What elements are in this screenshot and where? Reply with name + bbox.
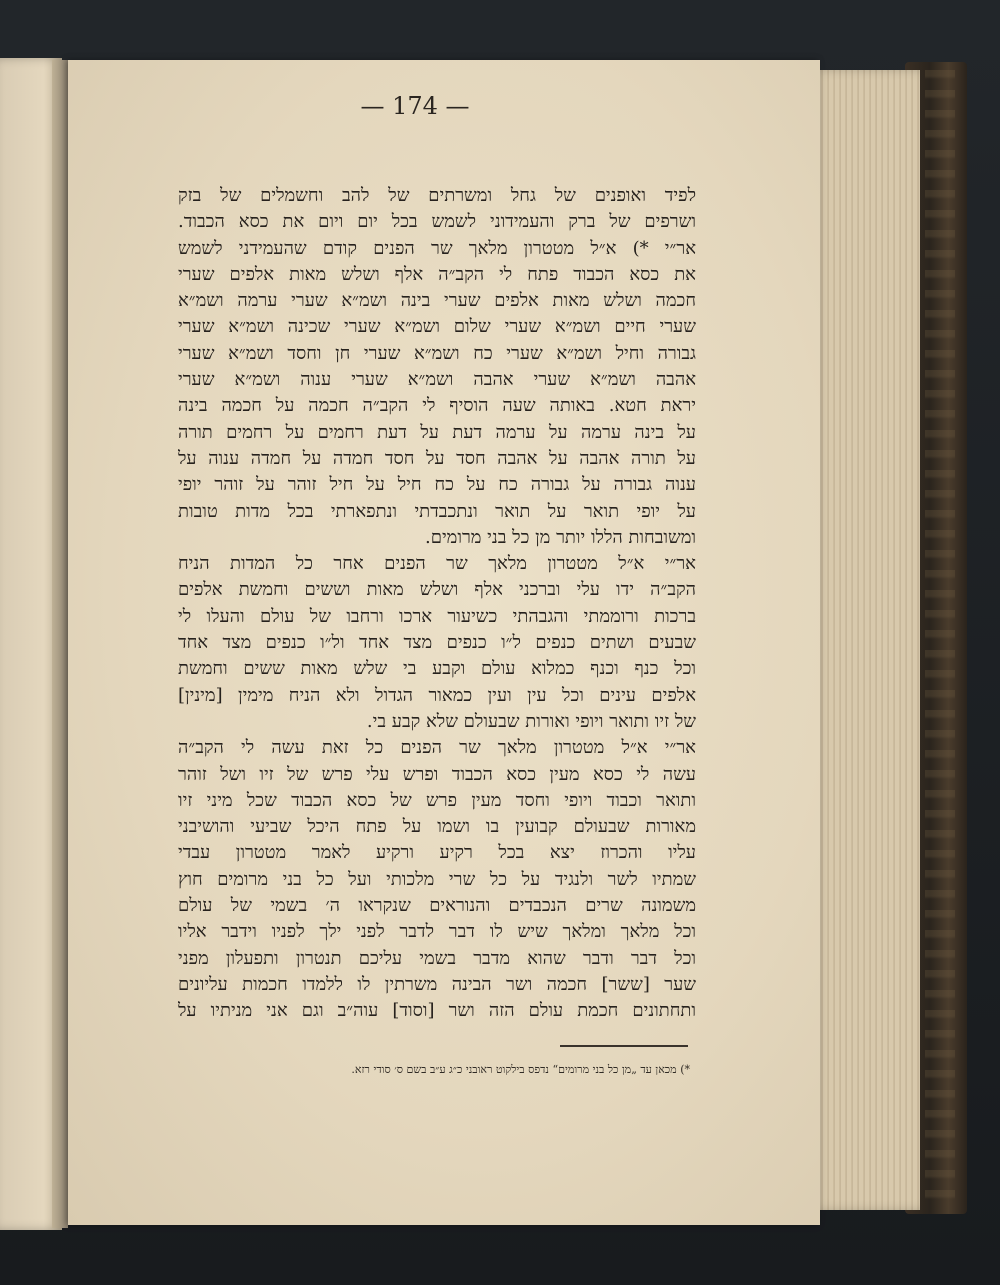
page-block-edge	[812, 70, 920, 1210]
text-line: שבעים ושתים כנפים ל״ו כנפים מצד אחד ול״ו כנפים מצד אחד	[178, 632, 696, 654]
text-line: וכל דבר ודבר שהוא מדבר בשמי עליכם תנטרון ותפעלון מפני	[178, 947, 696, 969]
book-gutter	[52, 60, 68, 1228]
text-line: ושרפים של ברק והעמידוני לשמש בכל יום ויום את כסא הכבוד.	[178, 211, 696, 233]
text-line: הקב״ה ידו עלי וברכני אלף ושלש מאות וששים וחמשת אלפים	[178, 579, 696, 601]
text-line: וכל כנף וכנף כמלוא עולם וקבע בי שלש מאות ששים וחמשת	[178, 658, 696, 680]
text-line: מאורות שבעולם קבועין בו ושמו על פתח היכל שביעי והושיבני	[178, 816, 696, 838]
text-line: ענוה גבורה על גבורה כח על כח חיל על חיל זוהר על זוהר יופי	[178, 474, 696, 496]
text-line: אלפים עינים וכל עין ועין כמאור הגדול ולא הניח מימין [מינין]	[178, 684, 696, 706]
text-line: אהבה ושמ״א שערי אהבה ושמ״א שערי ענוה ושמ״א שערי	[178, 369, 696, 391]
text-line: ומשובחות הללו יותר מן כל בני מרומים.	[425, 526, 696, 548]
text-line: אר״י א״ל מטטרון מלאך שר הפנים אחר כל המדות הניח	[178, 553, 696, 575]
text-line: על יופי תואר על תואר ונתכבדתי ונתפארתי בכל מדות טובות	[178, 500, 696, 522]
text-line: שמתיו לשר ולנגיד על כל שרי מלכותי ועל כל בני מרומים חוץ	[178, 868, 696, 890]
text-line: שערי חיים ושמ״א שערי שלום ושמ״א שערי שכינה ושמ״א שערי	[178, 316, 696, 338]
page-number: — 174 —	[360, 92, 470, 120]
text-line: אר״י *) א״ל מטטרון מלאך שר הפנים קודם שהעמידני לשמש	[178, 237, 696, 259]
text-line: לפיד ואופנים של גחל ומשרתים של להב וחשמלים של בזק	[178, 185, 696, 206]
text-line: וכל מלאך ומלאך שיש לו דבר לדבר לפני ילך לפניו וידבר אליו	[178, 921, 696, 943]
text-line: משמונה שרים הנכבדים והנוראים שנקראו ה׳ בשמי של עולם	[178, 895, 696, 917]
text-line: עשה לי כסא מעין כסא הכבוד ופרש עלי פרש של זיו ושל זוהר	[178, 763, 696, 785]
text-line: על בינה ערמה על ערמה דעת על דעת רחמים על רחמים תורה	[178, 421, 696, 443]
text-line: של זיו ותואר ויופי ואורות שבעולם שלא קבע בי.	[366, 710, 696, 732]
text-line: שער [ששר] חכמה ושר הבינה משרתין לו ללמדו חכמות עליונים	[178, 973, 696, 995]
footnote-divider	[560, 1045, 688, 1047]
text-line: ותחתונים חכמת עולם הזה ושר [וסוד] עוה״ב וגם אני מניתיו על	[178, 1000, 696, 1022]
text-line: גבורה וחיל ושמ״א שערי כח ושמ״א שערי חן וחסד ושמ״א שערי	[178, 342, 696, 364]
footnote: *) מכאן עד „מן כל בני מרומים“ נדפס בילקוט ראובני כ״ג ע״ב בשם ס׳ סודי רזא.	[351, 1063, 690, 1076]
text-line: עליו והכרוז יצא בכל רקיע ורקיע לאמר מטטרון עבדי	[178, 842, 696, 864]
text-line: יראת חטא. באותה שעה הוסיף לי הקב״ה חכמה על חכמה בינה	[178, 395, 696, 417]
worn-cover-edge	[925, 70, 955, 1210]
text-line: ברכות ורוממתי והגבהתי כשיעור ארכו ורחבו של עולם והעלו לי	[178, 605, 696, 627]
text-line: ותואר וכבוד ויופי וחסד מעין פרש של כסא הכבוד שכל מיני זיו	[178, 789, 696, 811]
text-line: את כסא הכבוד פתח לי הקב״ה אלף ושלש מאות אלפים שערי	[178, 263, 696, 285]
text-line: אר״י א״ל מטטרון מלאך שר הפנים כל זאת עשה לי הקב״ה	[178, 737, 696, 759]
text-line: על תורה אהבה על אהבה חסד על חסד חמדה על חמדה ענוה על	[178, 447, 696, 469]
text-line: חכמה ושלש מאות אלפים שערי בינה ושמ״א שערי ערמה ושמ״א	[178, 290, 696, 312]
main-text	[178, 183, 696, 1025]
